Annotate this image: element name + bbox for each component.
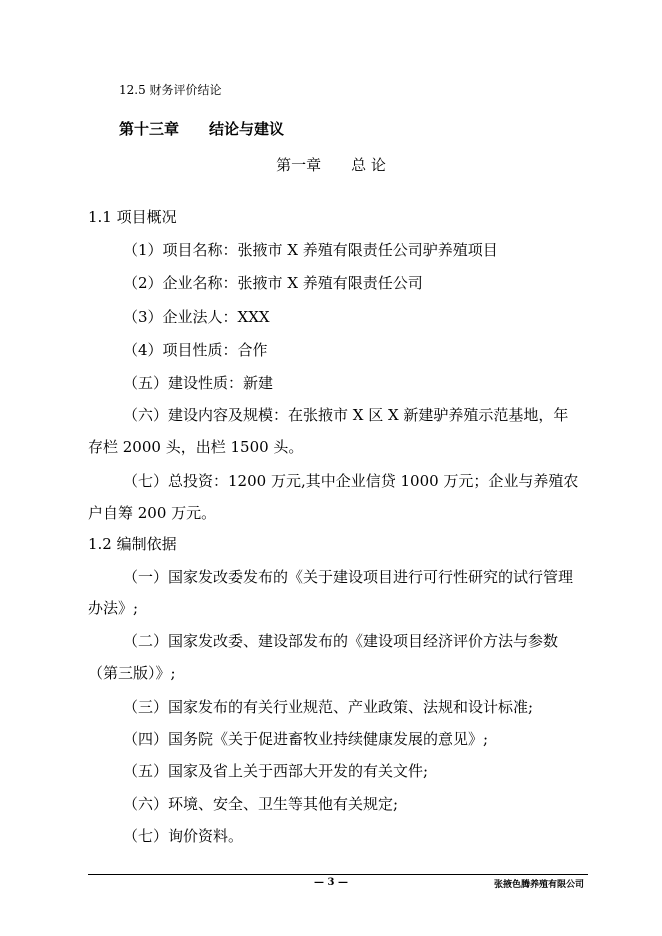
project-item: （4）项目性质：合作 — [123, 341, 268, 359]
project-item: （五）建设性质：新建 — [123, 374, 274, 392]
toc-entry: 12.5 财务评价结论 — [119, 83, 222, 97]
toc-chapter-13: 第十三章 结论与建议 — [119, 120, 285, 138]
basis-item-1-line-1: （一）国家发改委发布的《关于建设项目进行可行性研究的试行管理 — [123, 568, 574, 586]
basis-item: （三）国家发布的有关行业规范、产业政策、法规和设计标准; — [123, 698, 534, 716]
section-heading-1-2: 1.2 编制依据 — [88, 535, 177, 553]
basis-item: （七）询价资料。 — [123, 827, 244, 845]
basis-item-2-line-2: （第三版）》; — [88, 664, 176, 682]
footer-company: 张掖色腾养殖有限公司 — [493, 880, 584, 890]
basis-item-2-line-1: （二）国家发改委、建设部发布的《建设项目经济评价方法与参数 — [123, 632, 559, 650]
basis-item-1-line-2: 办法》; — [88, 599, 139, 617]
project-item: （3）企业法人：XXX — [123, 308, 270, 326]
project-item-7-line-2: 户自筹 200 万元。 — [88, 504, 217, 522]
chapter-title: 第一章 总 论 — [276, 156, 386, 174]
project-item: （2）企业名称：张掖市 X 养殖有限责任公司 — [123, 274, 423, 292]
project-item: （1）项目名称：张掖市 X 养殖有限责任公司驴养殖项目 — [123, 241, 498, 259]
project-item-6-line-2: 存栏 2000 头，出栏 1500 头。 — [88, 438, 304, 456]
project-item-7-line-1: （七）总投资：1200 万元,其中企业信贷 1000 万元；企业与养殖农 — [123, 472, 579, 490]
basis-item: （四）国务院《关于促进畜牧业持续健康发展的意见》; — [123, 730, 489, 748]
footer-divider — [88, 874, 588, 875]
page-number: — 3 — — [314, 877, 348, 888]
section-heading-1-1: 1.1 项目概况 — [88, 208, 177, 226]
basis-item: （六）环境、安全、卫生等其他有关规定; — [123, 795, 399, 813]
basis-item: （五）国家及省上关于西部大开发的有关文件; — [123, 762, 429, 780]
project-item-6-line-1: （六）建设内容及规模：在张掖市 X 区 X 新建驴养殖示范基地，年 — [123, 406, 569, 424]
